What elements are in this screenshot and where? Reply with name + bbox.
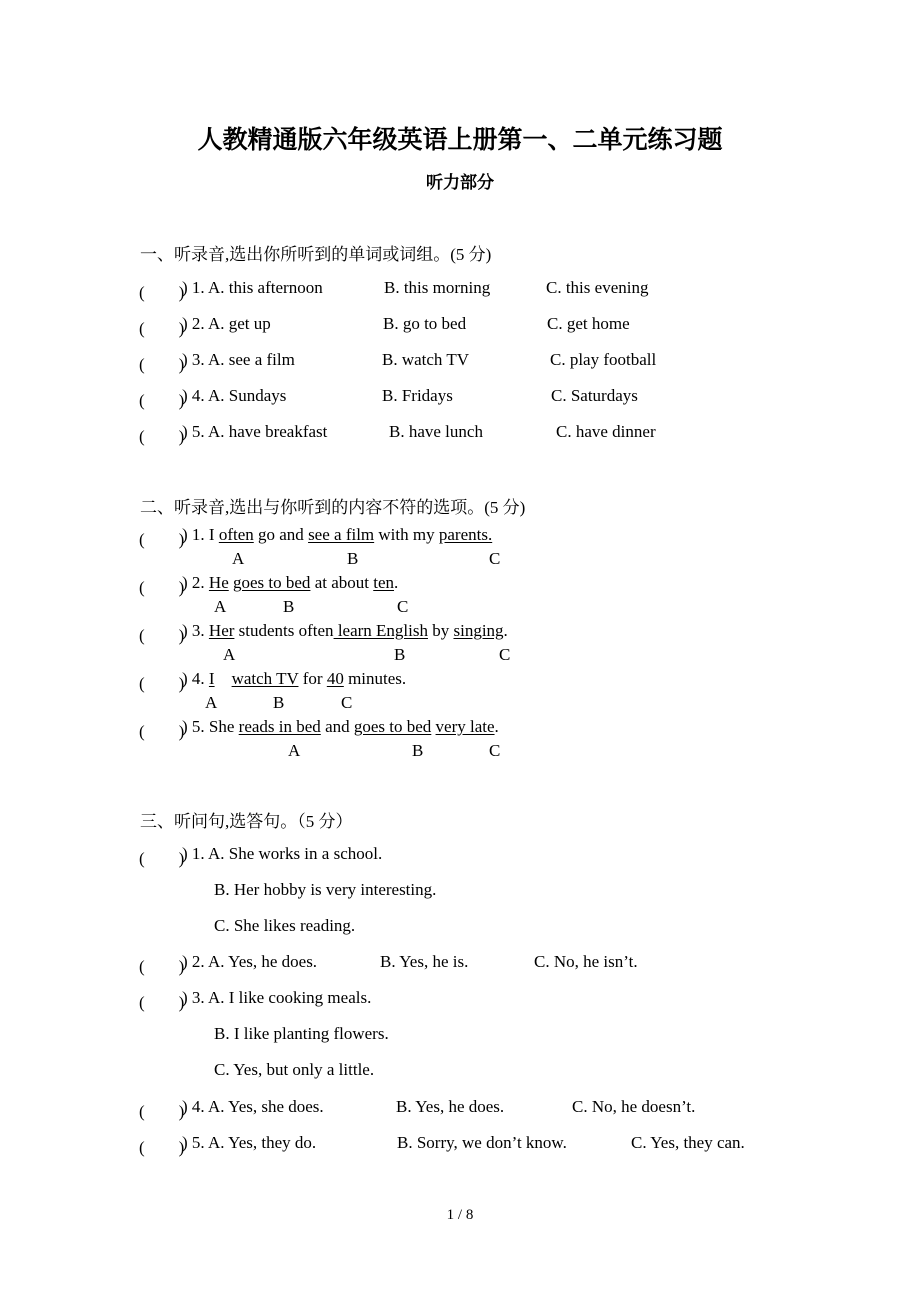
answer-blank[interactable]: ( ) <box>139 283 185 302</box>
answer-blank[interactable]: ( ) <box>139 626 185 645</box>
option-a: ) 5. A. Yes, they do. <box>182 1133 317 1152</box>
page-number: 1 / 8 <box>446 1207 474 1223</box>
label-b: B <box>283 597 295 616</box>
option-a: ) 2. A. get up <box>182 314 271 333</box>
answer-blank[interactable]: ( ) <box>139 849 185 868</box>
label-c: C <box>489 549 501 568</box>
label-a: A <box>288 741 301 760</box>
section-subtitle: 听力部分 <box>426 173 494 192</box>
option-c: C. get home <box>547 314 630 333</box>
answer-blank[interactable]: ( ) <box>139 530 185 549</box>
label-c: C <box>489 741 501 760</box>
answer-blank[interactable]: ( ) <box>139 1102 185 1121</box>
option-b: B. Her hobby is very interesting. <box>214 880 437 899</box>
answer-blank[interactable]: ( ) <box>139 427 185 446</box>
label-c: C <box>499 645 511 664</box>
section2-heading: 二、听录音,选出与你听到的内容不符的选项。(5 分) <box>140 498 526 517</box>
option-b: B. this morning <box>384 278 491 297</box>
label-c: C <box>341 693 353 712</box>
option-a: ) 2. A. Yes, he does. <box>182 952 318 971</box>
label-a: A <box>205 693 218 712</box>
option-b: B. have lunch <box>389 422 483 441</box>
page-title: 人教精通版六年级英语上册第一、二单元练习题 <box>197 127 723 154</box>
sentence: ) 3. Her students often learn English by singing. <box>182 621 508 640</box>
answer-blank[interactable]: ( ) <box>139 355 185 374</box>
sentence: ) 5. She reads in bed and goes to bed very late. <box>182 717 499 736</box>
label-a: A <box>232 549 245 568</box>
option-a: ) 3. A. I like cooking meals. <box>182 988 372 1007</box>
label-a: A <box>214 597 227 616</box>
option-c: C. Yes, they can. <box>631 1133 745 1152</box>
option-a: ) 1. A. She works in a school. <box>182 844 383 863</box>
label-c: C <box>397 597 409 616</box>
label-a: A <box>223 645 236 664</box>
answer-blank[interactable]: ( ) <box>139 722 185 741</box>
section1-heading: 一、听录音,选出你所听到的单词或词组。(5 分) <box>140 245 492 264</box>
answer-blank[interactable]: ( ) <box>139 1138 185 1157</box>
answer-blank[interactable]: ( ) <box>139 674 185 693</box>
option-c: C. No, he doesn’t. <box>572 1097 696 1116</box>
sentence: ) 4. I watch TV for 40 minutes. <box>182 669 407 688</box>
answer-blank[interactable]: ( ) <box>139 319 185 338</box>
option-a: ) 1. A. this afternoon <box>182 278 323 297</box>
option-a: ) 4. A. Yes, she does. <box>182 1097 324 1116</box>
option-c: C. Yes, but only a little. <box>214 1060 375 1079</box>
label-b: B <box>273 693 285 712</box>
option-a: ) 4. A. Sundays <box>182 386 287 405</box>
answer-blank[interactable]: ( ) <box>139 993 185 1012</box>
option-b: B. Yes, he is. <box>380 952 469 971</box>
option-c: C. have dinner <box>556 422 656 441</box>
answer-blank[interactable]: ( ) <box>139 957 185 976</box>
option-c: C. play football <box>550 350 657 369</box>
label-b: B <box>394 645 406 664</box>
option-a: ) 5. A. have breakfast <box>182 422 328 441</box>
section3-heading: 三、听问句,选答句。（5 分） <box>140 812 353 831</box>
option-b: B. Fridays <box>382 386 453 405</box>
option-c: C. No, he isn’t. <box>534 952 638 971</box>
option-b: B. go to bed <box>383 314 467 333</box>
option-c: C. Saturdays <box>551 386 638 405</box>
option-b: B. Sorry, we don’t know. <box>397 1133 567 1152</box>
answer-blank[interactable]: ( ) <box>139 391 185 410</box>
option-a: ) 3. A. see a film <box>182 350 295 369</box>
answer-blank[interactable]: ( ) <box>139 578 185 597</box>
label-b: B <box>347 549 359 568</box>
option-c: C. She likes reading. <box>214 916 356 935</box>
option-b: B. Yes, he does. <box>396 1097 505 1116</box>
option-b: B. I like planting flowers. <box>214 1024 389 1043</box>
sentence: ) 2. He goes to bed at about ten. <box>182 573 399 592</box>
option-b: B. watch TV <box>382 350 470 369</box>
option-c: C. this evening <box>546 278 649 297</box>
sentence: ) 1. I often go and see a film with my parents. <box>182 525 493 544</box>
label-b: B <box>412 741 424 760</box>
